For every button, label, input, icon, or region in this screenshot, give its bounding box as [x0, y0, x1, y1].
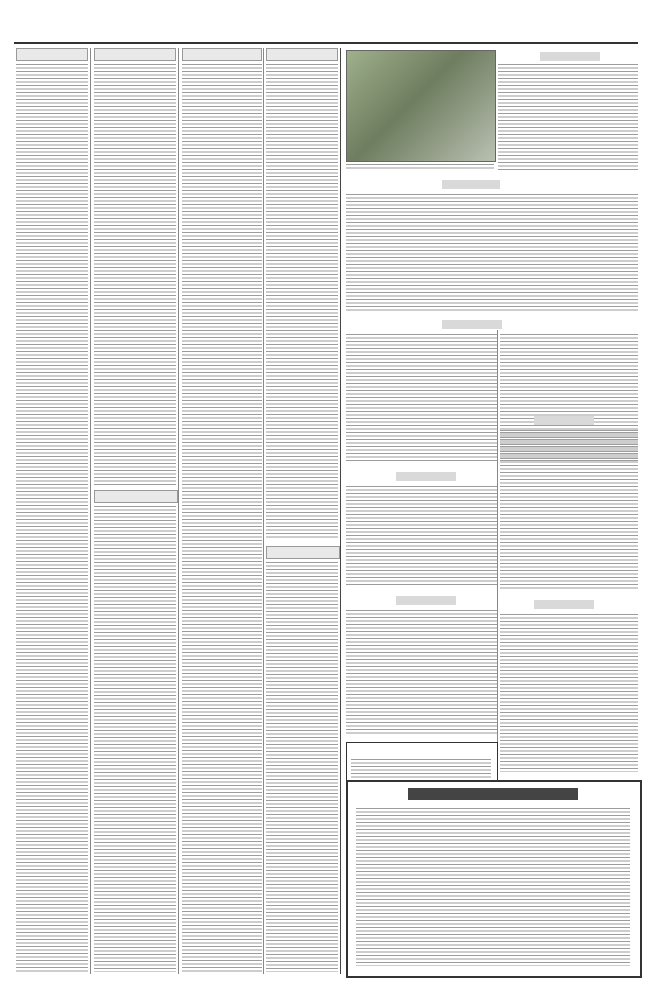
story4-headline-bar: [396, 472, 456, 481]
col4-text-bottom: [266, 562, 338, 972]
photo-caption-text: [346, 164, 494, 171]
story5-headline-bar: [396, 596, 456, 605]
col-rule-3: [263, 48, 264, 974]
top-story-text: [498, 64, 638, 172]
col3-header: [182, 48, 262, 61]
col4-header: [266, 48, 338, 61]
right2-headline-bar: [534, 416, 594, 425]
col1-text: [16, 64, 88, 972]
misc-header: [266, 546, 340, 559]
col-rule-4: [340, 48, 341, 974]
story4-text: [346, 486, 498, 586]
col2-header: [94, 48, 176, 61]
col3-text: [182, 64, 262, 972]
recruitment-ad: [346, 780, 642, 978]
story5-text: [346, 610, 498, 736]
masthead: [0, 0, 650, 42]
top-story-headline-bar: [540, 52, 600, 61]
col2-text-bottom: [94, 506, 176, 972]
recruitment-ad-title-bar: [408, 788, 578, 800]
col4-text-top: [266, 64, 338, 540]
story2-headline-bar: [442, 180, 500, 189]
story2-text: [346, 194, 638, 312]
col2-text-top: [94, 64, 176, 486]
header-rule: [14, 42, 638, 44]
right3-headline-bar: [534, 600, 594, 609]
story3-text-left: [346, 334, 498, 462]
news-rule: [497, 330, 498, 776]
recruitment-ad-text: [356, 808, 630, 966]
col-rule-2: [178, 48, 179, 974]
col-rule-1: [90, 48, 91, 974]
right3-text: [500, 614, 638, 772]
news-photo: [346, 50, 496, 162]
classified-lower-header: [94, 490, 178, 503]
right2-text: [500, 430, 638, 590]
story3-headline-bar: [442, 320, 502, 329]
col1-header: [16, 48, 88, 61]
